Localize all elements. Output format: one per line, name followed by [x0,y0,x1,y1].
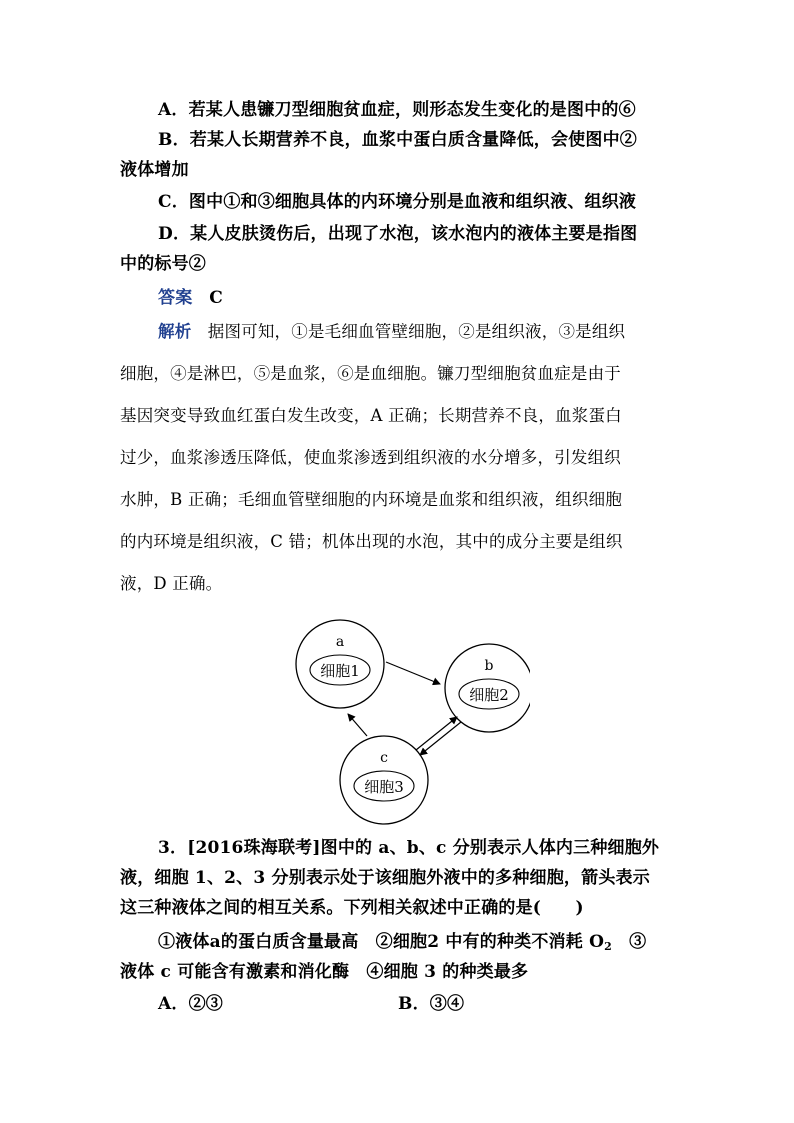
option-b-q2: B．若某人长期营养不良，血浆中蛋白质含量降低，会使图中② [158,130,637,150]
analysis-line-4: 过少，血浆渗透压降低，使血浆渗透到组织液的水分增多，引发组织 [120,448,621,467]
analysis-line-2: 细胞，④是淋巴，⑤是血浆，⑥是血细胞。镰刀型细胞贫血症是由于 [120,364,621,383]
node-c-letter: c [380,750,388,766]
q3-option-a: A．②③ [158,994,223,1014]
q3-stem-line-2: 液，细胞 1、2、3 分别表示处于该细胞外液中的多种细胞，箭头表示 [120,868,650,888]
analysis-label: 解析 [158,322,192,341]
option-c-q2: C．图中①和③细胞具体的内环境分别是血液和组织液、组织液 [158,192,637,212]
node-b-cell-label: 细胞2 [469,686,509,704]
option-d-q2-continued: 中的标号② [120,254,206,274]
fluid-relationship-diagram [290,618,530,828]
node-b-letter: b [484,658,494,674]
node-a-letter: a [335,634,345,650]
analysis-line-5: 水肿，B 正确；毛细血管壁细胞的内环境是血浆和组织液，组织细胞 [120,490,623,509]
analysis-text: 据图可知，①是毛细血管壁细胞，②是组织液，③是组织 [207,322,626,341]
arrow-c-to-a [348,714,367,736]
q3-stem-line-3: 这三种液体之间的相互关系。下列相关叙述中正确的是( ) [120,898,584,918]
option-d-q2: D．某人皮肤烫伤后，出现了水泡，该水泡内的液体主要是指图 [158,224,638,244]
q3-option-b: B．③④ [398,994,465,1014]
q3-statements-line-1 [158,930,646,959]
node-a-cell-label: 细胞1 [320,662,360,680]
option-b-q2-continued: 液体增加 [120,160,189,180]
analysis-line-1 [158,320,625,344]
arrow-b-to-c [420,722,461,755]
q3-stem-line-1: 3．[2016珠海联考]图中的 a、b、c 分别表示人体内三种细胞外 [158,838,660,858]
node-c-cell-label: 细胞3 [364,778,404,796]
analysis-line-3: 基因突变导致血红蛋白发生改变，A 正确；长期营养不良，血浆蛋白 [120,406,622,425]
q3-statements-line-2: 液体 c 可能含有激素和消化酶 ④细胞 3 的种类最多 [120,962,529,982]
q3-statements-tail: ③ [611,932,647,952]
answer-value: C [209,288,223,308]
analysis-line-6: 的内环境是组织液，C 错；机体出现的水泡，其中的成分主要是组织 [120,532,623,551]
answer-label: 答案 [158,288,193,308]
q3-statements-main: ①液体a的蛋白质含量最高 ②细胞2 中有的种类不消耗 O [158,932,605,952]
arrow-a-to-b [386,662,440,684]
analysis-line-7: 液，D 正确。 [120,574,223,593]
arrow-c-to-b [416,717,457,750]
q3-o2-subscript: 2 [604,940,612,953]
answer-row [158,286,223,310]
option-a-q2: A．若某人患镰刀型细胞贫血症，则形态发生变化的是图中的⑥ [158,100,636,120]
